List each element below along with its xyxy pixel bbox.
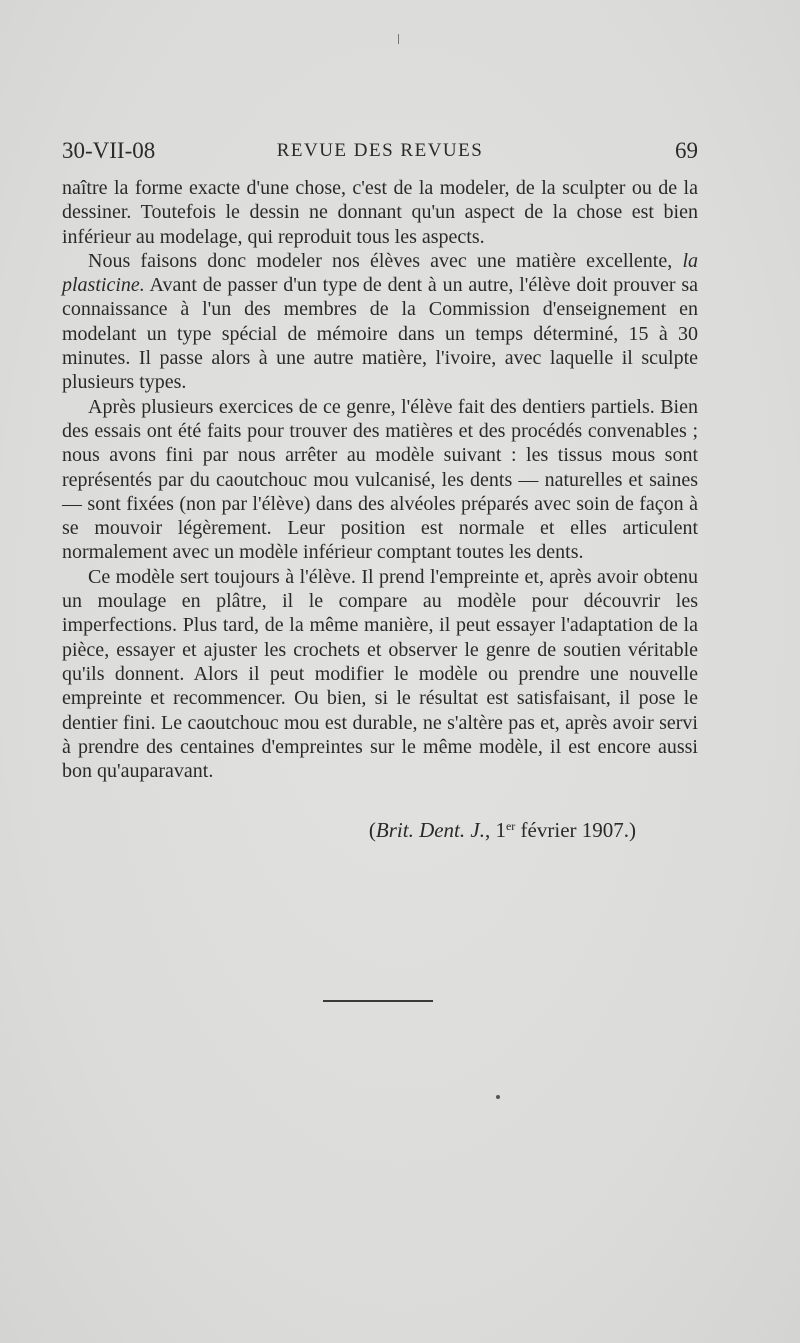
citation-day: 1 bbox=[495, 818, 506, 842]
citation-open: ( bbox=[368, 818, 376, 842]
paragraph-4: Ce modèle sert toujours à l'élève. Il prend l'empreinte et, après avoir obtenu un moulage en plâtre, il le compare au modèle pour découvrir les imperfections. Plus tard, de la même manière, il peut essayer l'adaptation de la pièce, essayer et ajuster les crochets et observer le genre de soutien véritable qu'ils donnent. Alors il peut modifier le modèle ou prendre une nouvelle empreinte et recommencer. Ou bien, si le résultat est satisfaisant, il pose le dentier fini. Le caoutchouc mou est durable, ne s'altère pas et, après avoir servi à prendre des centaines d'empreintes sur le même modèle, il est encore aussi bon qu'auparavant. bbox=[62, 565, 698, 783]
ink-dot bbox=[496, 1095, 500, 1099]
citation-date: février 1907.) bbox=[515, 818, 636, 842]
citation-comma: , bbox=[484, 818, 496, 842]
citation bbox=[62, 818, 636, 843]
running-header bbox=[62, 138, 698, 168]
citation-source: Brit. Dent. J. bbox=[375, 818, 485, 842]
header-title: REVUE DES REVUES bbox=[276, 140, 484, 161]
page-number: 69 bbox=[675, 138, 698, 163]
paragraph-2 bbox=[62, 249, 698, 395]
paragraph-2-end: Avant de passer d'un type de dent à un autre, l'élève doit prouver sa connaissance à l'un des membres de la Commission d'enseignement en modelant un type spécial de mémoire dans un temps déterminé, 15 à 30 minutes. Il passe alors à une autre matière, l'ivoire, avec laquelle il sculpte plusieurs types. bbox=[62, 274, 698, 394]
paragraph-2-start: Nous faisons donc modeler nos élèves avec une matière excellente, bbox=[88, 249, 683, 272]
header-date: 30-VII-08 bbox=[62, 138, 156, 163]
citation-day-suffix: er bbox=[505, 819, 516, 833]
end-rule bbox=[323, 1000, 433, 1002]
paper-mark bbox=[398, 34, 399, 44]
plasticine-term: la plasticine. bbox=[62, 249, 698, 297]
paragraph-3: Après plusieurs exercices de ce genre, l'élève fait des dentiers partiels. Bien des essais ont été faits pour trouver des matières et des procédés convenables ; nous avons fini par nous arrêter au modèle suivant : les tissus mous sont représentés par du caoutchouc mou vulcanisé, les dents — naturelles et saines — sont fixées (non par l'élève) dans des alvéoles préparés avec soin de façon à se mouvoir légèrement. Leur position est normale et elles articulent normalement avec un modèle inférieur comptant toutes les dents. bbox=[62, 395, 698, 564]
paragraph-1: naître la forme exacte d'une chose, c'est de la modeler, de la sculpter ou de la dessiner. Toutefois le dessin ne donnant qu'un aspect de la chose est bien inférieur au modelage, qui reproduit tous les aspects. bbox=[62, 177, 698, 248]
article-body bbox=[62, 176, 698, 783]
